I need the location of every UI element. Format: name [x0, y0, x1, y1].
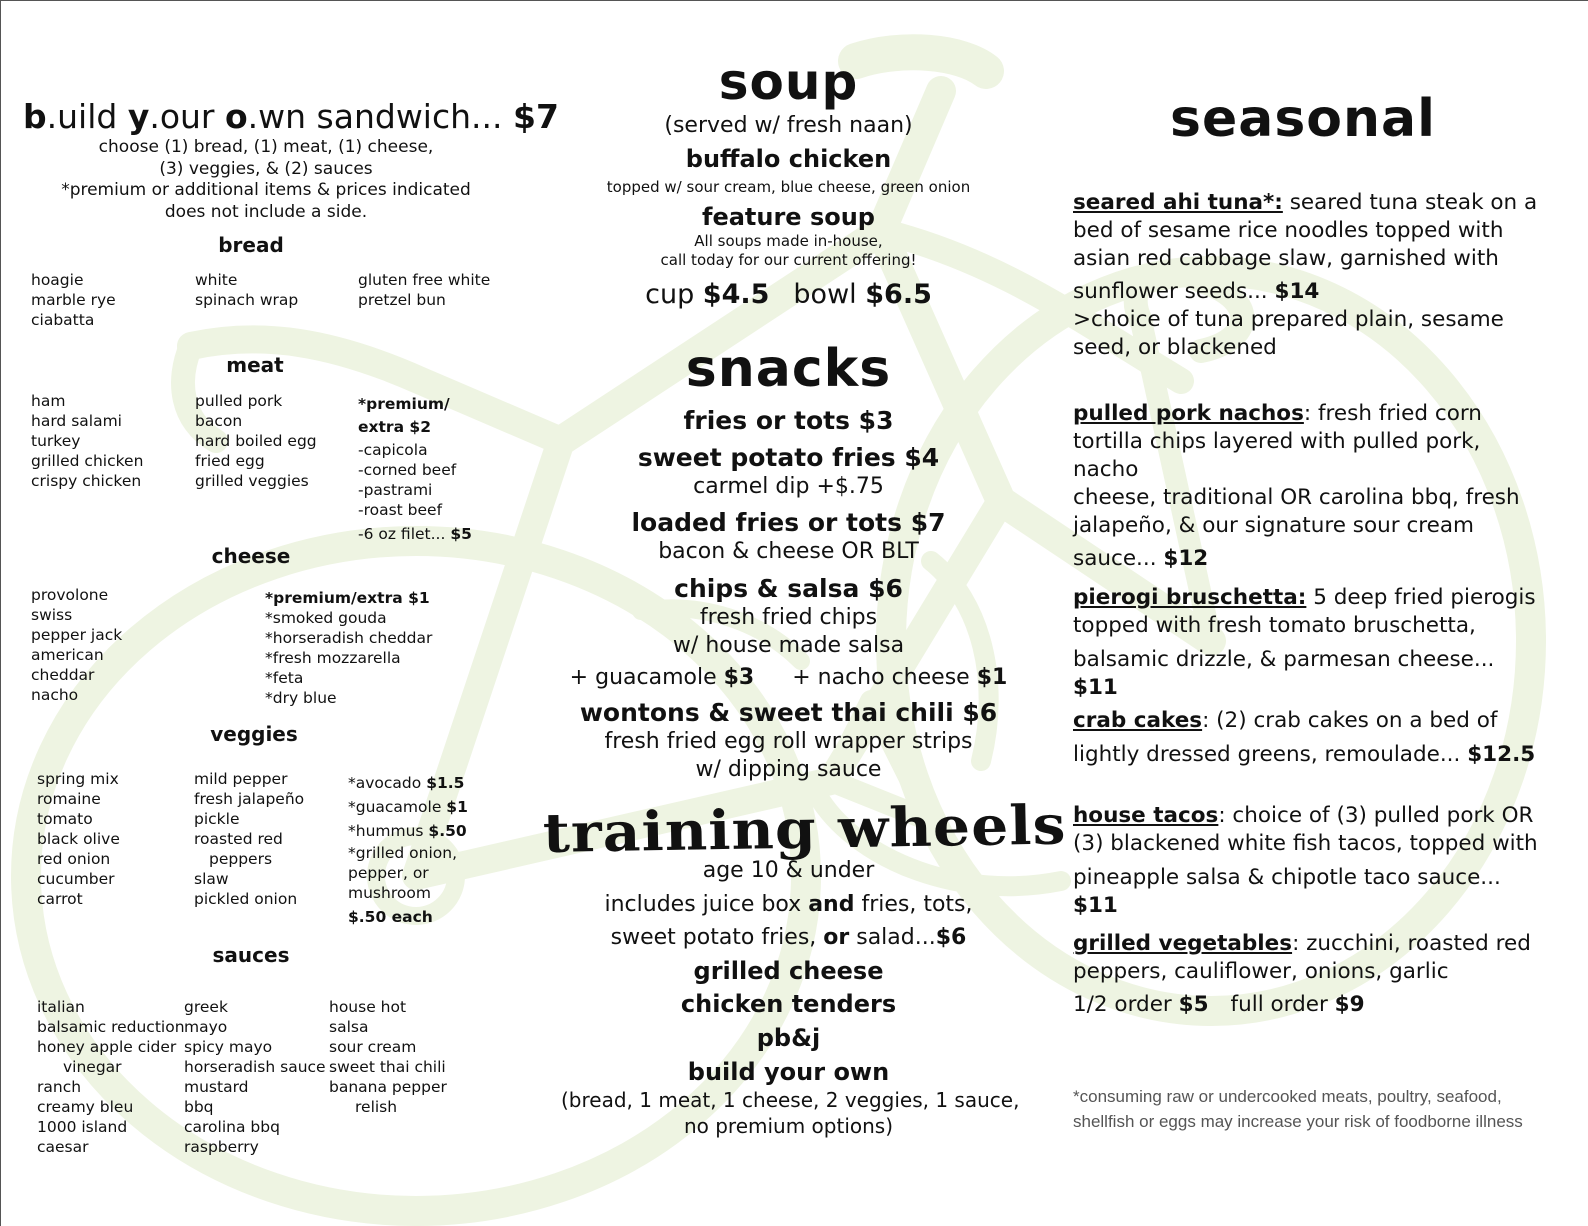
list-item: ciabatta: [31, 311, 95, 329]
veggies-premium-list: [348, 772, 468, 926]
list-item: mustard: [184, 1078, 249, 1096]
list-item: banana pepper: [329, 1078, 447, 1096]
list-item: *guacamole $1: [348, 798, 468, 816]
list-item: crispy chicken: [31, 472, 142, 490]
list-item: hard salami: [31, 412, 122, 430]
list-item: mushroom: [348, 884, 431, 902]
training-includes-2: sweet potato fries, or salad...$6: [610, 925, 967, 950]
list-item: bbq: [184, 1098, 214, 1116]
sauces-heading: sauces: [212, 943, 290, 967]
list-item: nacho: [31, 686, 79, 704]
veggies-list-2: [194, 769, 304, 909]
list-item: cheddar: [31, 666, 95, 684]
list-item: -6 oz filet... $5: [358, 525, 472, 543]
list-item: honey apple cider: [37, 1038, 177, 1056]
snack-fries: fries or tots $3: [683, 406, 894, 435]
byo-instructions: choose (1) bread, (1) meat, (1) cheese, (3) veggies, & (2) sauces *premium or additional items & prices indicated does not include a side.: [61, 137, 471, 222]
veggies-list-1: [37, 769, 120, 909]
list-item: *grilled onion,: [348, 844, 458, 862]
cheese-list-2: [265, 588, 432, 708]
list-item: pickle: [194, 810, 240, 828]
list-item: house hot: [329, 998, 407, 1016]
snack-chips-desc-1: fresh fried chips: [699, 605, 878, 630]
list-item: pickled onion: [194, 890, 298, 908]
training-item: pb&j: [756, 1024, 821, 1052]
list-item: white: [195, 271, 238, 289]
list-item: ham: [31, 392, 66, 410]
training-age: age 10 & under: [702, 858, 875, 883]
list-item: fried egg: [195, 452, 265, 470]
snack-wontons: wontons & sweet thai chili $6: [579, 698, 998, 727]
snack-chips-desc-2: w/ house made salsa: [672, 633, 905, 658]
seasonal-item-nachos: pulled pork nachos: fresh fried corn tortilla chips layered with pulled pork, nacho cheese, traditional OR carolina bbq, fresh jalapeño, & our signature sour cream sauce... $12: [1073, 401, 1520, 571]
list-item: *hummus $.50: [348, 822, 467, 840]
list-item: *dry blue: [265, 689, 337, 707]
list-item: *avocado $1.5: [348, 774, 465, 792]
list-item: pepper jack: [31, 626, 123, 644]
training-item: grilled cheese: [693, 957, 884, 985]
premium-price: $.50 each: [348, 908, 433, 926]
bread-heading: bread: [218, 233, 284, 257]
list-item: black olive: [37, 830, 120, 848]
soup-buffalo-desc: topped w/ sour cream, blue cheese, green onion: [606, 178, 971, 196]
training-item: chicken tenders: [680, 990, 897, 1018]
list-item: -pastrami: [358, 481, 433, 499]
training-includes-1: includes juice box and fries, tots,: [604, 892, 973, 917]
list-item: 1000 island: [37, 1118, 128, 1136]
snack-loaded-desc: bacon & cheese OR BLT: [658, 539, 919, 564]
list-item: pulled pork: [195, 392, 283, 410]
snack-sweet-potato: sweet potato fries $4: [637, 443, 940, 472]
sauces-list-2: [184, 997, 326, 1157]
sauces-list-1: [37, 997, 185, 1157]
list-item: horseradish sauce: [184, 1058, 326, 1076]
training-wheels-heading: training wheels: [542, 792, 1068, 865]
seasonal-item-tacos: house tacos: choice of (3) pulled pork OR (3) blackened white fish tacos, topped with pineapple salsa & chipotle taco sauce... $11: [1073, 803, 1538, 918]
list-item: sweet thai chili: [329, 1058, 446, 1076]
list-item: -corned beef: [358, 461, 457, 479]
meat-list-2: [195, 391, 317, 491]
soup-buffalo: buffalo chicken: [685, 145, 892, 173]
bread-list-3: [358, 270, 490, 310]
list-item: creamy bleu: [37, 1098, 134, 1116]
list-item: -capicola: [358, 441, 428, 459]
snack-wontons-desc-1: fresh fried egg roll wrapper strips: [604, 729, 973, 754]
list-item: *horseradish cheddar: [265, 629, 433, 647]
premium-label: *premium/: [358, 395, 450, 413]
list-item: -roast beef: [358, 501, 443, 519]
list-item: *smoked gouda: [265, 609, 387, 627]
list-item: cucumber: [37, 870, 115, 888]
list-item: hard boiled egg: [195, 432, 317, 450]
snack-chips: chips & salsa $6: [674, 574, 903, 603]
list-item: caesar: [37, 1138, 89, 1156]
list-item: mayo: [184, 1018, 228, 1036]
soup-prices: cup $4.5 bowl $6.5: [645, 279, 932, 310]
list-item: tomato: [37, 810, 93, 828]
list-item: ranch: [37, 1078, 82, 1096]
list-item: swiss: [31, 606, 73, 624]
list-item: raspberry: [184, 1138, 259, 1156]
snack-loaded: loaded fries or tots $7: [631, 508, 946, 537]
seasonal-item-crab: crab cakes: (2) crab cakes on a bed of lightly dressed greens, remoulade... $12.5: [1073, 708, 1536, 767]
list-item: american: [31, 646, 104, 664]
list-item: vinegar: [63, 1058, 122, 1076]
list-item: salsa: [329, 1018, 369, 1036]
snack-addons: + guacamole $3 + nacho cheese $1: [569, 665, 1008, 690]
list-item: red onion: [37, 850, 111, 868]
list-item: spicy mayo: [184, 1038, 273, 1056]
sauces-list-3: [329, 997, 447, 1117]
list-item: romaine: [37, 790, 101, 808]
list-item: carolina bbq: [184, 1118, 280, 1136]
list-item: bacon: [195, 412, 243, 430]
soup-served-note: (served w/ fresh naan): [664, 113, 913, 138]
seasonal-item-ahi: seared ahi tuna*: seared tuna steak on a bed of sesame rice noodles topped with asian red cabbage slaw, garnished with sunflower seeds... $14 >choice of tuna prepared plain, sesame seed, or blackened: [1073, 190, 1538, 360]
list-item: pepper, or: [348, 864, 429, 882]
training-item: build your own: [687, 1058, 890, 1086]
soup-feature-desc-1: All soups made in-house,: [694, 232, 883, 250]
meat-list-1: [31, 391, 143, 491]
cheese-list-1: [31, 585, 122, 705]
bread-list-1: [31, 270, 116, 330]
list-item: gluten free white: [358, 271, 491, 289]
meat-premium-list: [358, 393, 472, 543]
seasonal-heading: seasonal: [1170, 89, 1436, 149]
byo-title: b.uild y.our o.wn sandwich... $7: [23, 97, 559, 136]
veggies-heading: veggies: [210, 722, 298, 746]
list-item: pretzel bun: [358, 291, 446, 309]
list-item: relish: [355, 1098, 398, 1116]
list-item: provolone: [31, 586, 109, 604]
list-item: grilled chicken: [31, 452, 144, 470]
foodborne-illness-disclaimer: *consuming raw or undercooked meats, poultry, seafood, shellfish or eggs may increase your risk of foodborne illness: [1073, 1087, 1523, 1131]
soup-feature-desc-2: call today for our current offering!: [660, 251, 917, 269]
list-item: balsamic reduction: [37, 1018, 185, 1036]
premium-price: extra $2: [358, 418, 431, 436]
list-item: roasted red: [194, 830, 283, 848]
snack-wontons-desc-2: w/ dipping sauce: [695, 757, 882, 782]
list-item: *fresh mozzarella: [265, 649, 401, 667]
list-item: *feta: [265, 669, 304, 687]
snacks-heading: snacks: [685, 339, 892, 399]
list-item: spinach wrap: [195, 291, 299, 309]
list-item: mild pepper: [194, 770, 288, 788]
list-item: sour cream: [329, 1038, 417, 1056]
list-item: hoagie: [31, 271, 84, 289]
seasonal-item-vegetables: grilled vegetables: zucchini, roasted red peppers, cauliflower, onions, garlic 1/2 order $5 full order $9: [1073, 931, 1531, 1017]
cheese-heading: cheese: [211, 544, 291, 568]
training-byo-desc-1: (bread, 1 meat, 1 cheese, 2 veggies, 1 sauce,: [561, 1088, 1020, 1112]
training-byo-desc-2: no premium options): [683, 1114, 894, 1138]
premium-label: *premium/extra $1: [265, 589, 430, 607]
list-item: fresh jalapeño: [194, 790, 305, 808]
list-item: marble rye: [31, 291, 116, 309]
bread-list-2: [195, 270, 298, 310]
meat-heading: meat: [226, 353, 284, 377]
list-item: peppers: [209, 850, 273, 868]
list-item: carrot: [37, 890, 83, 908]
seasonal-item-pierogi: pierogi bruschetta: 5 deep fried pierogis topped with fresh tomato bruschetta, balsamic drizzle, & parmesan cheese... $11: [1073, 585, 1536, 700]
list-item: turkey: [31, 432, 81, 450]
soup-feature: feature soup: [702, 203, 875, 231]
list-item: italian: [37, 998, 85, 1016]
list-item: spring mix: [37, 770, 119, 788]
soup-heading: soup: [718, 53, 859, 111]
list-item: greek: [184, 998, 228, 1016]
snack-carmel-dip: carmel dip +$.75: [693, 474, 884, 499]
list-item: slaw: [194, 870, 229, 888]
list-item: grilled veggies: [195, 472, 309, 490]
